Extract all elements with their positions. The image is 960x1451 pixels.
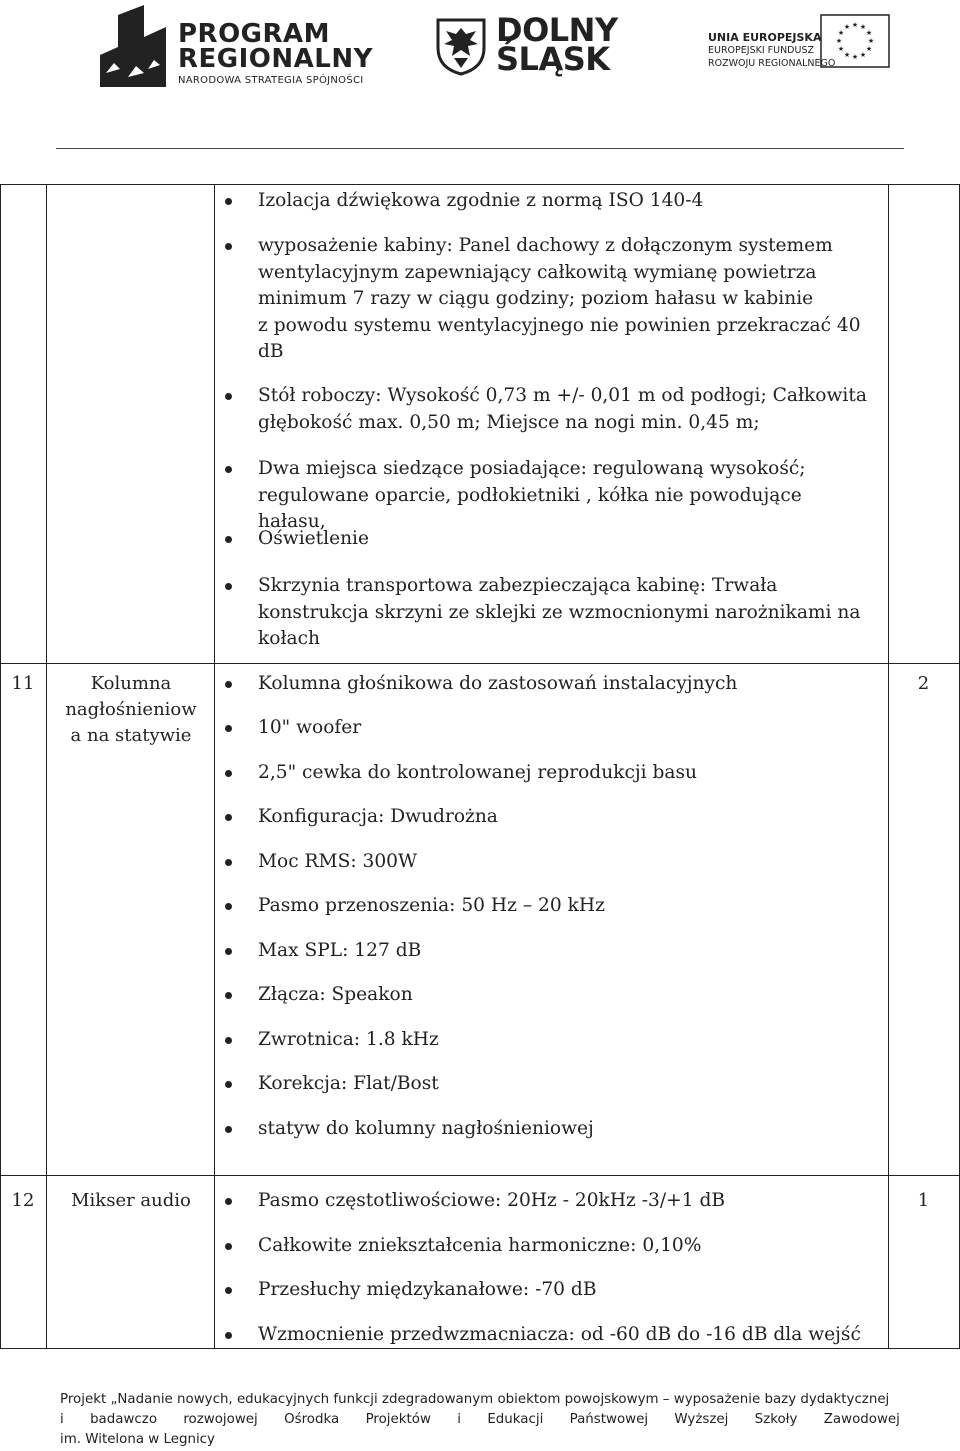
page-header — [0, 0, 960, 140]
list-item: Kolumna głośnikowa do zastosowań instalacyjnych — [222, 671, 872, 698]
svg-text:★: ★ — [843, 51, 851, 59]
row-12-number: 12 — [11, 1190, 35, 1211]
bullet-icon — [225, 1081, 232, 1088]
bullet-icon — [225, 1287, 232, 1294]
bullet-icon — [225, 583, 232, 590]
row-11-number: 11 — [11, 673, 35, 694]
bullet-icon — [225, 393, 232, 400]
list-item: Izolacja dźwiękowa zgodnie z normą ISO 140-4 — [222, 188, 872, 215]
svg-text:★: ★ — [865, 45, 873, 53]
list-item: Moc RMS: 300W — [222, 849, 872, 876]
eu-logo-line1: UNIA EUROPEJSKA — [708, 31, 822, 44]
footer-line-2: i badawczo rozwojowej Ośrodka Projektów i Edukacji Państwowej Wyższej Szkoły Zawodowej — [60, 1412, 900, 1427]
program-logo-line2: REGIONALNY — [178, 44, 373, 74]
svg-text:★: ★ — [859, 23, 867, 31]
specification-table — [0, 184, 960, 1349]
bullet-icon — [225, 992, 232, 999]
list-item: Stół roboczy: Wysokość 0,73 m +/- 0,01 m od podłogi; Całkowita głębokość max. 0,50 m; Miejsce na nogi min. 0,45 m; — [222, 383, 872, 436]
list-item: Skrzynia transportowa zabezpieczająca kabinę: Trwała konstrukcja skrzyni ze sklejki ze wzmocnionymi narożnikami na kołach — [222, 573, 872, 653]
list-item: Dwa miejsca siedzące posiadające: regulowaną wysokość; regulowane oparcie, podłokietniki , kółka nie powodujące hałasu, — [222, 456, 872, 536]
bullet-icon — [225, 466, 232, 473]
program-logo-line1: PROGRAM — [178, 19, 331, 49]
list-item: Konfiguracja: Dwudrożna — [222, 804, 872, 831]
bullet-icon — [225, 1037, 232, 1044]
row-12-name: Mikser audio — [71, 1190, 191, 1211]
bullet-icon — [225, 1243, 232, 1250]
program-regionalny-logo-text — [178, 19, 373, 86]
list-item: Max SPL: 127 dB — [222, 938, 872, 965]
svg-text:★: ★ — [835, 37, 843, 45]
svg-text:★: ★ — [865, 29, 873, 37]
footer-line-3: im. Witelona w Legnicy — [60, 1432, 215, 1447]
svg-text:★: ★ — [843, 23, 851, 31]
header-divider — [56, 148, 904, 149]
dolny-slask-eagle-icon — [436, 18, 486, 76]
list-item: Korekcja: Flat/Bost — [222, 1071, 872, 1098]
svg-text:★: ★ — [867, 37, 875, 45]
list-item: Złącza: Speakon — [222, 982, 872, 1009]
bullet-icon — [225, 536, 232, 543]
footer-line-1: Projekt „Nadanie nowych, edukacyjnych funkcji zdegradowanym obiektom powojskowym – wyposażenie bazy dydaktycznej — [60, 1392, 890, 1407]
svg-text:★: ★ — [859, 51, 867, 59]
svg-text:★: ★ — [851, 21, 859, 29]
bullet-icon — [225, 243, 232, 250]
bullet-icon — [225, 814, 232, 821]
dolny-slask-logo-text — [496, 11, 618, 78]
row-12-quantity: 1 — [917, 1190, 930, 1211]
bullet-icon — [225, 725, 232, 732]
table-row-divider-11 — [0, 663, 960, 664]
bullet-icon — [225, 1126, 232, 1133]
list-item: Wzmocnienie przedwzmacniacza: od -60 dB do -16 dB dla wejść — [222, 1322, 872, 1349]
row-11-quantity: 2 — [917, 673, 930, 694]
bullet-icon — [225, 1332, 232, 1339]
bullet-icon — [225, 198, 232, 205]
list-item: Pasmo przenoszenia: 50 Hz – 20 kHz — [222, 893, 872, 920]
bullet-icon — [225, 903, 232, 910]
bullet-icon — [225, 1198, 232, 1205]
list-item: Pasmo częstotliwościowe: 20Hz - 20kHz -3/+1 dB — [222, 1188, 872, 1215]
list-item: Zwrotnica: 1.8 kHz — [222, 1027, 872, 1054]
eu-logo-line3: ROZWOJU REGIONALNEGO — [708, 58, 836, 69]
row-11-name: Kolumna nagłośnieniow a na statywie — [65, 673, 197, 746]
svg-text:★: ★ — [837, 29, 845, 37]
bullet-icon — [225, 859, 232, 866]
list-item: wyposażenie kabiny: Panel dachowy z dołączonym systemem wentylacyjnym zapewniający całkowitą wymianę powietrza minimum 7 razy w ciągu godziny; poziom hałasu w kabinie z powodu systemu wentylacyjnego nie powinien przekraczać 40 dB — [222, 233, 872, 366]
program-logo-subtitle: NARODOWA STRATEGIA SPÓJNOŚCI — [178, 75, 364, 86]
list-item: statyw do kolumny nagłośnieniowej — [222, 1116, 872, 1143]
bullet-icon — [225, 770, 232, 777]
program-regionalny-emblem — [98, 3, 168, 89]
page-footer — [60, 1390, 900, 1450]
svg-text:★: ★ — [837, 45, 845, 53]
dolny-logo-line2: ŚLĄSK — [496, 40, 610, 78]
bullet-icon — [225, 681, 232, 688]
table-row-divider-12 — [0, 1175, 960, 1176]
table-border-top — [0, 184, 960, 185]
eu-logo-text — [708, 31, 836, 70]
list-item: Oświetlenie — [222, 526, 872, 553]
list-item: Przesłuchy międzykanałowe: -70 dB — [222, 1277, 872, 1304]
eu-logo-line2: EUROPEJSKI FUNDUSZ — [708, 45, 814, 56]
svg-text:★: ★ — [851, 53, 859, 61]
eu-flag-icon — [820, 14, 890, 68]
list-item: 10" woofer — [222, 715, 872, 742]
list-item: 2,5" cewka do kontrolowanej reprodukcji basu — [222, 760, 872, 787]
list-item: Całkowite zniekształcenia harmoniczne: 0,10% — [222, 1233, 872, 1260]
dolny-logo-line1: DOLNY — [496, 11, 618, 49]
bullet-icon — [225, 948, 232, 955]
